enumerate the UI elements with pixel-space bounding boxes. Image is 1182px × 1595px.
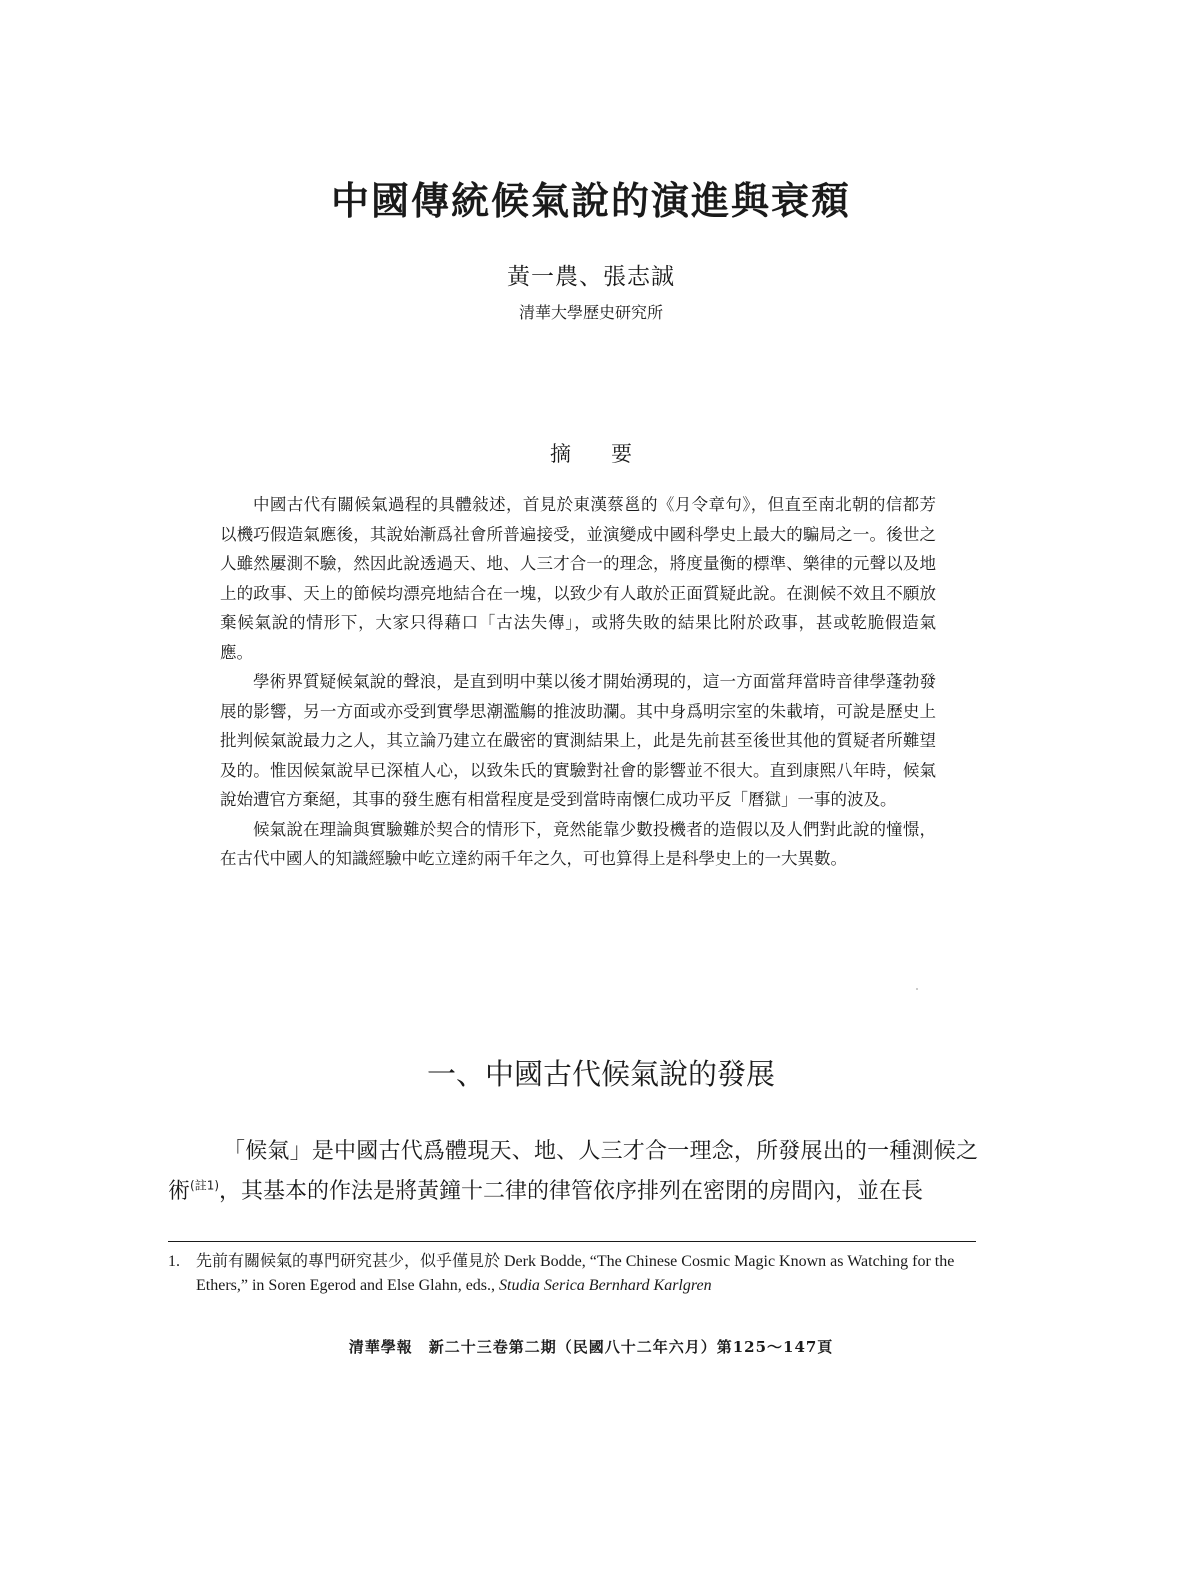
abstract-paragraph: 候氣說在理論與實驗難於契合的情形下，竟然能靠少數投機者的造假以及人們對此說的憧憬，在古代中國人的知識經驗中屹立達約兩千年之久，可也算得上是科學史上的一大異數。 [220,819,936,868]
abstract-paragraph: 學術界質疑候氣說的聲浪，是直到明中葉以後才開始湧現的，這一方面當拜當時音律學蓬勃發展的影響，另一方面或亦受到實學思潮濫觴的推波助瀾。其中身爲明宗室的朱載堉，可說是歷史上批判候氣說最力之人，其立論乃建立在嚴密的實測結果上，此是先前甚至後世其他的質疑者所難望及的。惟因候氣說早已深植人心，以致朱氏的實驗對社會的影響並不很大。直到康熙八年時，候氣說始遭官方棄絕，其事的發生應有相當程度是受到當時南懷仁成功平反「曆獄」一事的波及。 [220,672,936,809]
footnote-divider [168,1241,976,1242]
section-heading: 一、中國古代候氣說的發展 [426,1057,775,1091]
footnote-book-title: Studia Serica Bernhard Karlgren [499,1277,712,1294]
section-body [168,1132,978,1212]
abstract-paragraph: 中國古代有關候氣過程的具體敍述，首見於東漢蔡邕的《月令章句》，但直至南北朝的信都芳以機巧假造氣應後，其說始漸爲社會所普遍接受，並演變成中國科學史上最大的騙局之一。後世之人雖然屢測不驗，然因此說透過天、地、人三才合一的理念，將度量衡的標準、樂律的元聲以及地上的政事、天上的節候均漂亮地結合在一塊，以致少有人敢於正面質疑此說。在測候不效且不願放棄候氣說的情形下，大家只得藉口「古法失傳」，或將失敗的結果比附於政事，甚或乾脆假造氣應。 [220,495,936,662]
author-affiliation: 清華大學歷史研究所 [518,303,663,322]
footnote-number: 1. [168,1253,180,1270]
paper-authors: 黃一農、張志誠 [507,264,675,290]
body-paragraph [168,1132,978,1212]
paper-title: 中國傳統候氣說的演進與衰頹 [330,178,851,223]
footnote-reference[interactable]: (註1) [190,1178,220,1193]
abstract-heading: 摘要 [550,442,672,466]
footnote [168,1250,978,1298]
journal-citation-footer: 清華學報 新二十三卷第二期（民國八十二年六月）第125～147頁 [348,1338,834,1356]
scan-speck [916,988,918,990]
body-text-start: 「候氣」是中國古代爲體現天、地、人三才合一理念，所發展出的一種測候之術 [168,1139,978,1204]
abstract-body [220,490,936,874]
footnote-text [196,1250,978,1298]
body-text-end: ，其基本的作法是將黃鐘十二律的律管依序排列在密閉的房間內，並在長 [219,1179,924,1204]
footnote-citation: 先前有關候氣的專門研究甚少，似乎僅見於 Derk Bodde, “The Chinese Cosmic Magic Known as Watching for the Ethers,” in Soren Egerod and Else Glahn, eds., [196,1253,955,1294]
